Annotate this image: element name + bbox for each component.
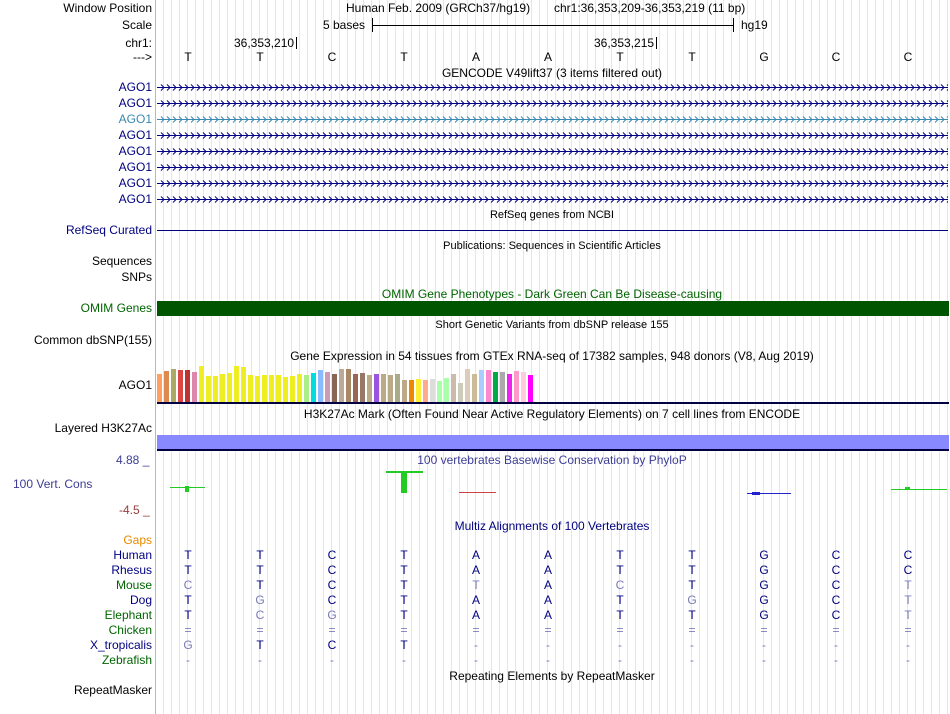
multiz-base: -	[690, 653, 694, 667]
multiz-base: -	[402, 653, 406, 667]
scale-label: Scale	[121, 18, 152, 32]
multiz-base: T	[616, 563, 624, 577]
multiz-base: T	[472, 578, 480, 592]
multiz-base: G	[183, 638, 193, 652]
multiz-base: C	[183, 578, 193, 592]
gtex-tissue-bar[interactable]	[192, 372, 197, 402]
multiz-base: T	[184, 608, 192, 622]
gtex-bar-chart[interactable]	[157, 364, 949, 402]
gencode-transcript-label[interactable]: AGO1	[118, 176, 152, 190]
multiz-base: T	[400, 608, 408, 622]
multiz-base: =	[184, 623, 192, 637]
gtex-tissue-bar[interactable]	[248, 375, 253, 402]
cons-bar-4-peak	[401, 472, 407, 493]
multiz-base: -	[762, 638, 766, 652]
refseq-track-title[interactable]: RefSeq genes from NCBI	[489, 209, 615, 221]
multiz-base: T	[184, 563, 192, 577]
grid-line	[203, 0, 204, 714]
gencode-transcript-line[interactable]	[157, 84, 948, 91]
multiz-base: G	[255, 593, 265, 607]
gtex-tissue-bar[interactable]	[339, 369, 344, 402]
gtex-tissue-bar[interactable]	[423, 380, 428, 402]
gtex-tissue-bar[interactable]	[276, 375, 281, 402]
multiz-base: C	[903, 548, 913, 562]
multiz-base: A	[543, 563, 552, 577]
gtex-tissue-bar[interactable]	[213, 376, 218, 402]
multiz-base: -	[690, 638, 694, 652]
dbsnp-track-title[interactable]: Short Genetic Variants from dbSNP release 155	[435, 319, 669, 331]
multiz-base: G	[327, 608, 337, 622]
gtex-tissue-bar[interactable]	[255, 376, 260, 402]
multiz-base: T	[616, 548, 624, 562]
multiz-base: C	[903, 563, 913, 577]
multiz-base: T	[400, 548, 408, 562]
multiz-base: -	[906, 653, 910, 667]
multiz-species-label[interactable]: Dog	[129, 593, 152, 607]
multiz-base: G	[759, 608, 769, 622]
gtex-tissue-bar[interactable]	[157, 374, 162, 402]
multiz-base: C	[255, 608, 265, 622]
reference-base: T	[256, 50, 264, 64]
multiz-base: T	[400, 578, 408, 592]
gencode-transcript-line[interactable]	[157, 116, 948, 123]
gtex-tissue-bar[interactable]	[304, 375, 309, 402]
gtex-tissue-bar[interactable]	[164, 371, 169, 402]
gencode-transcript-line[interactable]	[157, 180, 948, 187]
multiz-base: -	[906, 638, 910, 652]
reference-base: T	[616, 50, 624, 64]
multiz-base: A	[543, 548, 552, 562]
grid-line	[235, 0, 236, 714]
label-divider	[155, 0, 156, 714]
multiz-base: A	[543, 608, 552, 622]
gtex-tissue-bar[interactable]	[346, 369, 351, 402]
multiz-base: C	[831, 578, 841, 592]
conservation-label[interactable]: 100 Vert. Cons	[13, 477, 93, 491]
omim-track-title[interactable]: OMIM Gene Phenotypes - Dark Green Can Be Disease-causing	[381, 287, 723, 301]
reference-base: C	[327, 50, 337, 64]
assembly-name: Human Feb. 2009 (GRCh37/hg19)	[346, 1, 531, 15]
gtex-tissue-bar[interactable]	[500, 372, 505, 402]
multiz-base: -	[330, 653, 334, 667]
multiz-species-label[interactable]: Mouse	[115, 578, 152, 592]
multiz-base: C	[831, 563, 841, 577]
multiz-base: T	[904, 608, 912, 622]
gencode-track-title[interactable]: GENCODE V49lift37 (3 items filtered out)	[441, 66, 663, 80]
grid-line	[939, 0, 940, 714]
multiz-species-label[interactable]: Chicken	[108, 623, 152, 637]
grid-line	[163, 0, 164, 714]
reference-base: T	[184, 50, 192, 64]
db-label: hg19	[741, 18, 768, 32]
multiz-base: T	[904, 593, 912, 607]
multiz-base: =	[904, 623, 912, 637]
gtex-tissue-bar[interactable]	[514, 371, 519, 402]
multiz-base: C	[831, 593, 841, 607]
gtex-tissue-bar[interactable]	[325, 372, 330, 402]
multiz-base: T	[184, 593, 192, 607]
grid-line	[883, 0, 884, 714]
multiz-gaps-label[interactable]: Gaps	[123, 533, 152, 547]
gtex-tissue-bar[interactable]	[185, 370, 190, 402]
reference-base: C	[831, 50, 841, 64]
gtex-tissue-bar[interactable]	[521, 372, 526, 402]
multiz-base: G	[759, 578, 769, 592]
multiz-base: -	[618, 653, 622, 667]
multiz-species-label[interactable]: Elephant	[104, 608, 152, 622]
multiz-base: -	[474, 638, 478, 652]
h3k27ac-baseline	[157, 449, 949, 451]
gtex-tissue-bar[interactable]	[388, 375, 393, 402]
grid-line	[227, 0, 228, 714]
multiz-base: -	[762, 653, 766, 667]
publications-label-sequences[interactable]: Sequences	[91, 254, 152, 268]
multiz-base: C	[327, 638, 337, 652]
gtex-tissue-bar[interactable]	[444, 378, 449, 402]
gencode-transcript-label[interactable]: AGO1	[118, 128, 152, 142]
multiz-base: A	[471, 548, 480, 562]
multiz-base: -	[546, 653, 550, 667]
multiz-base: C	[831, 548, 841, 562]
grid-line	[171, 0, 172, 714]
multiz-base: =	[472, 623, 480, 637]
gtex-tissue-bar[interactable]	[416, 379, 421, 402]
multiz-base: -	[186, 653, 190, 667]
multiz-base: =	[256, 623, 264, 637]
gtex-tissue-bar[interactable]	[381, 374, 386, 402]
multiz-base: -	[834, 653, 838, 667]
multiz-base: =	[760, 623, 768, 637]
multiz-species-label[interactable]: X_tropicalis	[89, 638, 152, 652]
multiz-base: G	[687, 593, 697, 607]
multiz-base: -	[834, 638, 838, 652]
gtex-tissue-bar[interactable]	[367, 375, 372, 402]
multiz-base: T	[400, 638, 408, 652]
repeatmasker-label[interactable]: RepeatMasker	[73, 683, 152, 697]
multiz-base: -	[546, 638, 550, 652]
h3k27ac-signal[interactable]	[157, 435, 949, 449]
gtex-tissue-bar[interactable]	[269, 375, 274, 402]
publications-label-snps[interactable]: SNPs	[121, 270, 152, 284]
gencode-transcript-label[interactable]: AGO1	[118, 192, 152, 206]
multiz-base: T	[616, 593, 624, 607]
publications-track-title[interactable]: Publications: Sequences in Scientific Articles	[443, 240, 661, 252]
omim-gene-bar[interactable]	[157, 301, 949, 316]
gtex-tissue-bar[interactable]	[227, 373, 232, 402]
multiz-base: A	[543, 593, 552, 607]
cons-bar-11-peak	[905, 487, 910, 490]
gtex-track-title[interactable]: Gene Expression in 54 tissues from GTEx RNA-seq of 17382 samples, 948 donors (V8, Aug 2019)	[290, 349, 814, 363]
gtex-tissue-bar[interactable]	[409, 380, 414, 402]
gtex-tissue-bar[interactable]	[241, 367, 246, 402]
gtex-tissue-bar[interactable]	[332, 374, 337, 402]
gtex-tissue-bar[interactable]	[465, 369, 470, 402]
omim-label[interactable]: OMIM Genes	[80, 301, 152, 315]
multiz-base: A	[471, 593, 480, 607]
reference-base: A	[543, 50, 552, 64]
reference-base: T	[400, 50, 408, 64]
gtex-tissue-bar[interactable]	[206, 376, 211, 402]
gtex-tissue-bar[interactable]	[472, 374, 477, 402]
grid-line	[931, 0, 932, 714]
multiz-base: T	[256, 563, 264, 577]
reference-base: T	[688, 50, 696, 64]
grid-line	[875, 0, 876, 714]
refseq-label[interactable]: RefSeq Curated	[65, 223, 152, 237]
gencode-transcript-line[interactable]	[157, 100, 948, 107]
multiz-base: -	[258, 653, 262, 667]
multiz-base: T	[688, 563, 696, 577]
multiz-base: =	[832, 623, 840, 637]
grid-line	[819, 0, 820, 714]
position-text[interactable]: chr1:36,353,209-36,353,219 (11 bp)	[554, 1, 746, 15]
multiz-base: T	[256, 638, 264, 652]
gtex-tissue-bar[interactable]	[234, 366, 239, 402]
conservation-plot[interactable]	[157, 462, 949, 512]
grid-line	[867, 0, 868, 714]
chr-label: chr1:	[125, 36, 152, 50]
multiz-base: G	[759, 563, 769, 577]
coord-tick-1: 36,353,210	[234, 36, 297, 50]
multiz-base: =	[544, 623, 552, 637]
grid-line	[275, 0, 276, 714]
reference-base: A	[471, 50, 480, 64]
multiz-base: C	[327, 548, 337, 562]
strand-arrow-label[interactable]: --->	[133, 50, 152, 64]
gtex-tissue-bar[interactable]	[360, 373, 365, 402]
gtex-tissue-bar[interactable]	[479, 370, 484, 402]
multiz-base: T	[256, 578, 264, 592]
gencode-transcript-line[interactable]	[157, 164, 948, 171]
grid-line	[947, 0, 948, 714]
cons-bar-5	[459, 492, 496, 493]
gtex-tissue-bar[interactable]	[262, 375, 267, 402]
multiz-base: T	[184, 548, 192, 562]
multiz-species-label[interactable]: Human	[113, 548, 152, 562]
multiz-species-label[interactable]: Zebrafish	[101, 653, 152, 667]
gtex-tissue-bar[interactable]	[437, 381, 442, 402]
multiz-base: T	[904, 578, 912, 592]
multiz-base: A	[471, 608, 480, 622]
grid-line	[243, 0, 244, 714]
multiz-base: T	[616, 608, 624, 622]
gtex-tissue-bar[interactable]	[318, 370, 323, 402]
gencode-transcript-label[interactable]: AGO1	[118, 80, 152, 94]
grid-line	[859, 0, 860, 714]
gtex-tissue-bar[interactable]	[507, 374, 512, 402]
multiz-base: T	[256, 548, 264, 562]
gencode-transcript-label[interactable]: AGO1	[118, 96, 152, 110]
multiz-base: C	[831, 608, 841, 622]
h3k27ac-track-title[interactable]: H3K27Ac Mark (Often Found Near Active Regulatory Elements) on 7 cell lines from ENCODE	[303, 407, 801, 421]
gtex-tissue-bar[interactable]	[402, 380, 407, 402]
gtex-tissue-bar[interactable]	[486, 370, 491, 402]
dbsnp-label[interactable]: Common dbSNP(155)	[33, 333, 152, 347]
grid-line	[923, 0, 924, 714]
gtex-tissue-bar[interactable]	[290, 376, 295, 402]
gtex-tissue-bar[interactable]	[171, 369, 176, 402]
gtex-tissue-bar[interactable]	[220, 374, 225, 402]
gtex-tissue-bar[interactable]	[451, 374, 456, 402]
grid-line	[891, 0, 892, 714]
multiz-base: =	[688, 623, 696, 637]
multiz-base: T	[400, 563, 408, 577]
cons-bar-9-tip	[752, 492, 760, 495]
h3k27ac-label[interactable]: Layered H3K27Ac	[54, 421, 152, 435]
multiz-base: -	[474, 653, 478, 667]
gtex-tissue-bar[interactable]	[283, 377, 288, 402]
conservation-max-value: 4.88 _	[116, 453, 150, 467]
refseq-gene-line[interactable]	[157, 230, 948, 231]
multiz-base: -	[618, 638, 622, 652]
conservation-track-title[interactable]: 100 vertebrates Basewise Conservation by PhyloP	[417, 453, 687, 467]
gencode-transcript-line[interactable]	[157, 196, 948, 203]
multiz-base: G	[759, 593, 769, 607]
multiz-base: C	[615, 578, 625, 592]
gtex-baseline	[157, 402, 949, 404]
cons-bar-11	[891, 489, 947, 490]
gtex-tissue-bar[interactable]	[528, 375, 533, 402]
gtex-tissue-bar[interactable]	[374, 374, 379, 402]
gtex-tissue-bar[interactable]	[430, 379, 435, 402]
multiz-base: =	[328, 623, 336, 637]
multiz-base: =	[616, 623, 624, 637]
gtex-tissue-bar[interactable]	[199, 366, 204, 402]
gtex-tissue-bar[interactable]	[178, 370, 183, 402]
gtex-tissue-bar[interactable]	[353, 374, 358, 402]
multiz-base: T	[688, 608, 696, 622]
repeatmasker-track-title[interactable]: Repeating Elements by RepeatMasker	[449, 669, 655, 683]
cons-bar-1-peak	[185, 486, 189, 492]
window-position-label: Window Position	[63, 1, 152, 15]
multiz-base: A	[543, 578, 552, 592]
multiz-base: =	[400, 623, 408, 637]
gtex-tissue-bar[interactable]	[395, 374, 400, 402]
gencode-transcript-label[interactable]: AGO1	[118, 112, 152, 126]
multiz-base: C	[327, 578, 337, 592]
grid-line	[219, 0, 220, 714]
multiz-species-label[interactable]: Rhesus	[111, 563, 152, 577]
multiz-track-title[interactable]: Multiz Alignments of 100 Vertebrates	[454, 519, 650, 533]
scale-text: 5 bases	[323, 18, 366, 32]
gtex-tissue-bar[interactable]	[493, 372, 498, 402]
multiz-base: T	[688, 548, 696, 562]
scale-bar	[372, 18, 734, 32]
multiz-base: C	[327, 563, 337, 577]
reference-base: C	[903, 50, 913, 64]
gencode-transcript-label[interactable]: AGO1	[118, 144, 152, 158]
multiz-base: C	[327, 593, 337, 607]
reference-base: G	[759, 50, 769, 64]
gtex-tissue-bar[interactable]	[297, 374, 302, 402]
gtex-tissue-bar[interactable]	[458, 383, 463, 402]
multiz-base: T	[688, 578, 696, 592]
gencode-transcript-line[interactable]	[157, 148, 948, 155]
gtex-tissue-bar[interactable]	[311, 373, 316, 402]
grid-line	[851, 0, 852, 714]
multiz-base: T	[400, 593, 408, 607]
conservation-min-value: -4.5 _	[119, 503, 150, 517]
grid-line	[283, 0, 284, 714]
grid-line	[211, 0, 212, 714]
multiz-base: A	[471, 563, 480, 577]
multiz-base: G	[759, 548, 769, 562]
gtex-gene-label[interactable]: AGO1	[118, 378, 152, 392]
gencode-transcript-label[interactable]: AGO1	[118, 160, 152, 174]
gencode-transcript-line[interactable]	[157, 132, 948, 139]
coord-tick-2: 36,353,215	[594, 36, 657, 50]
